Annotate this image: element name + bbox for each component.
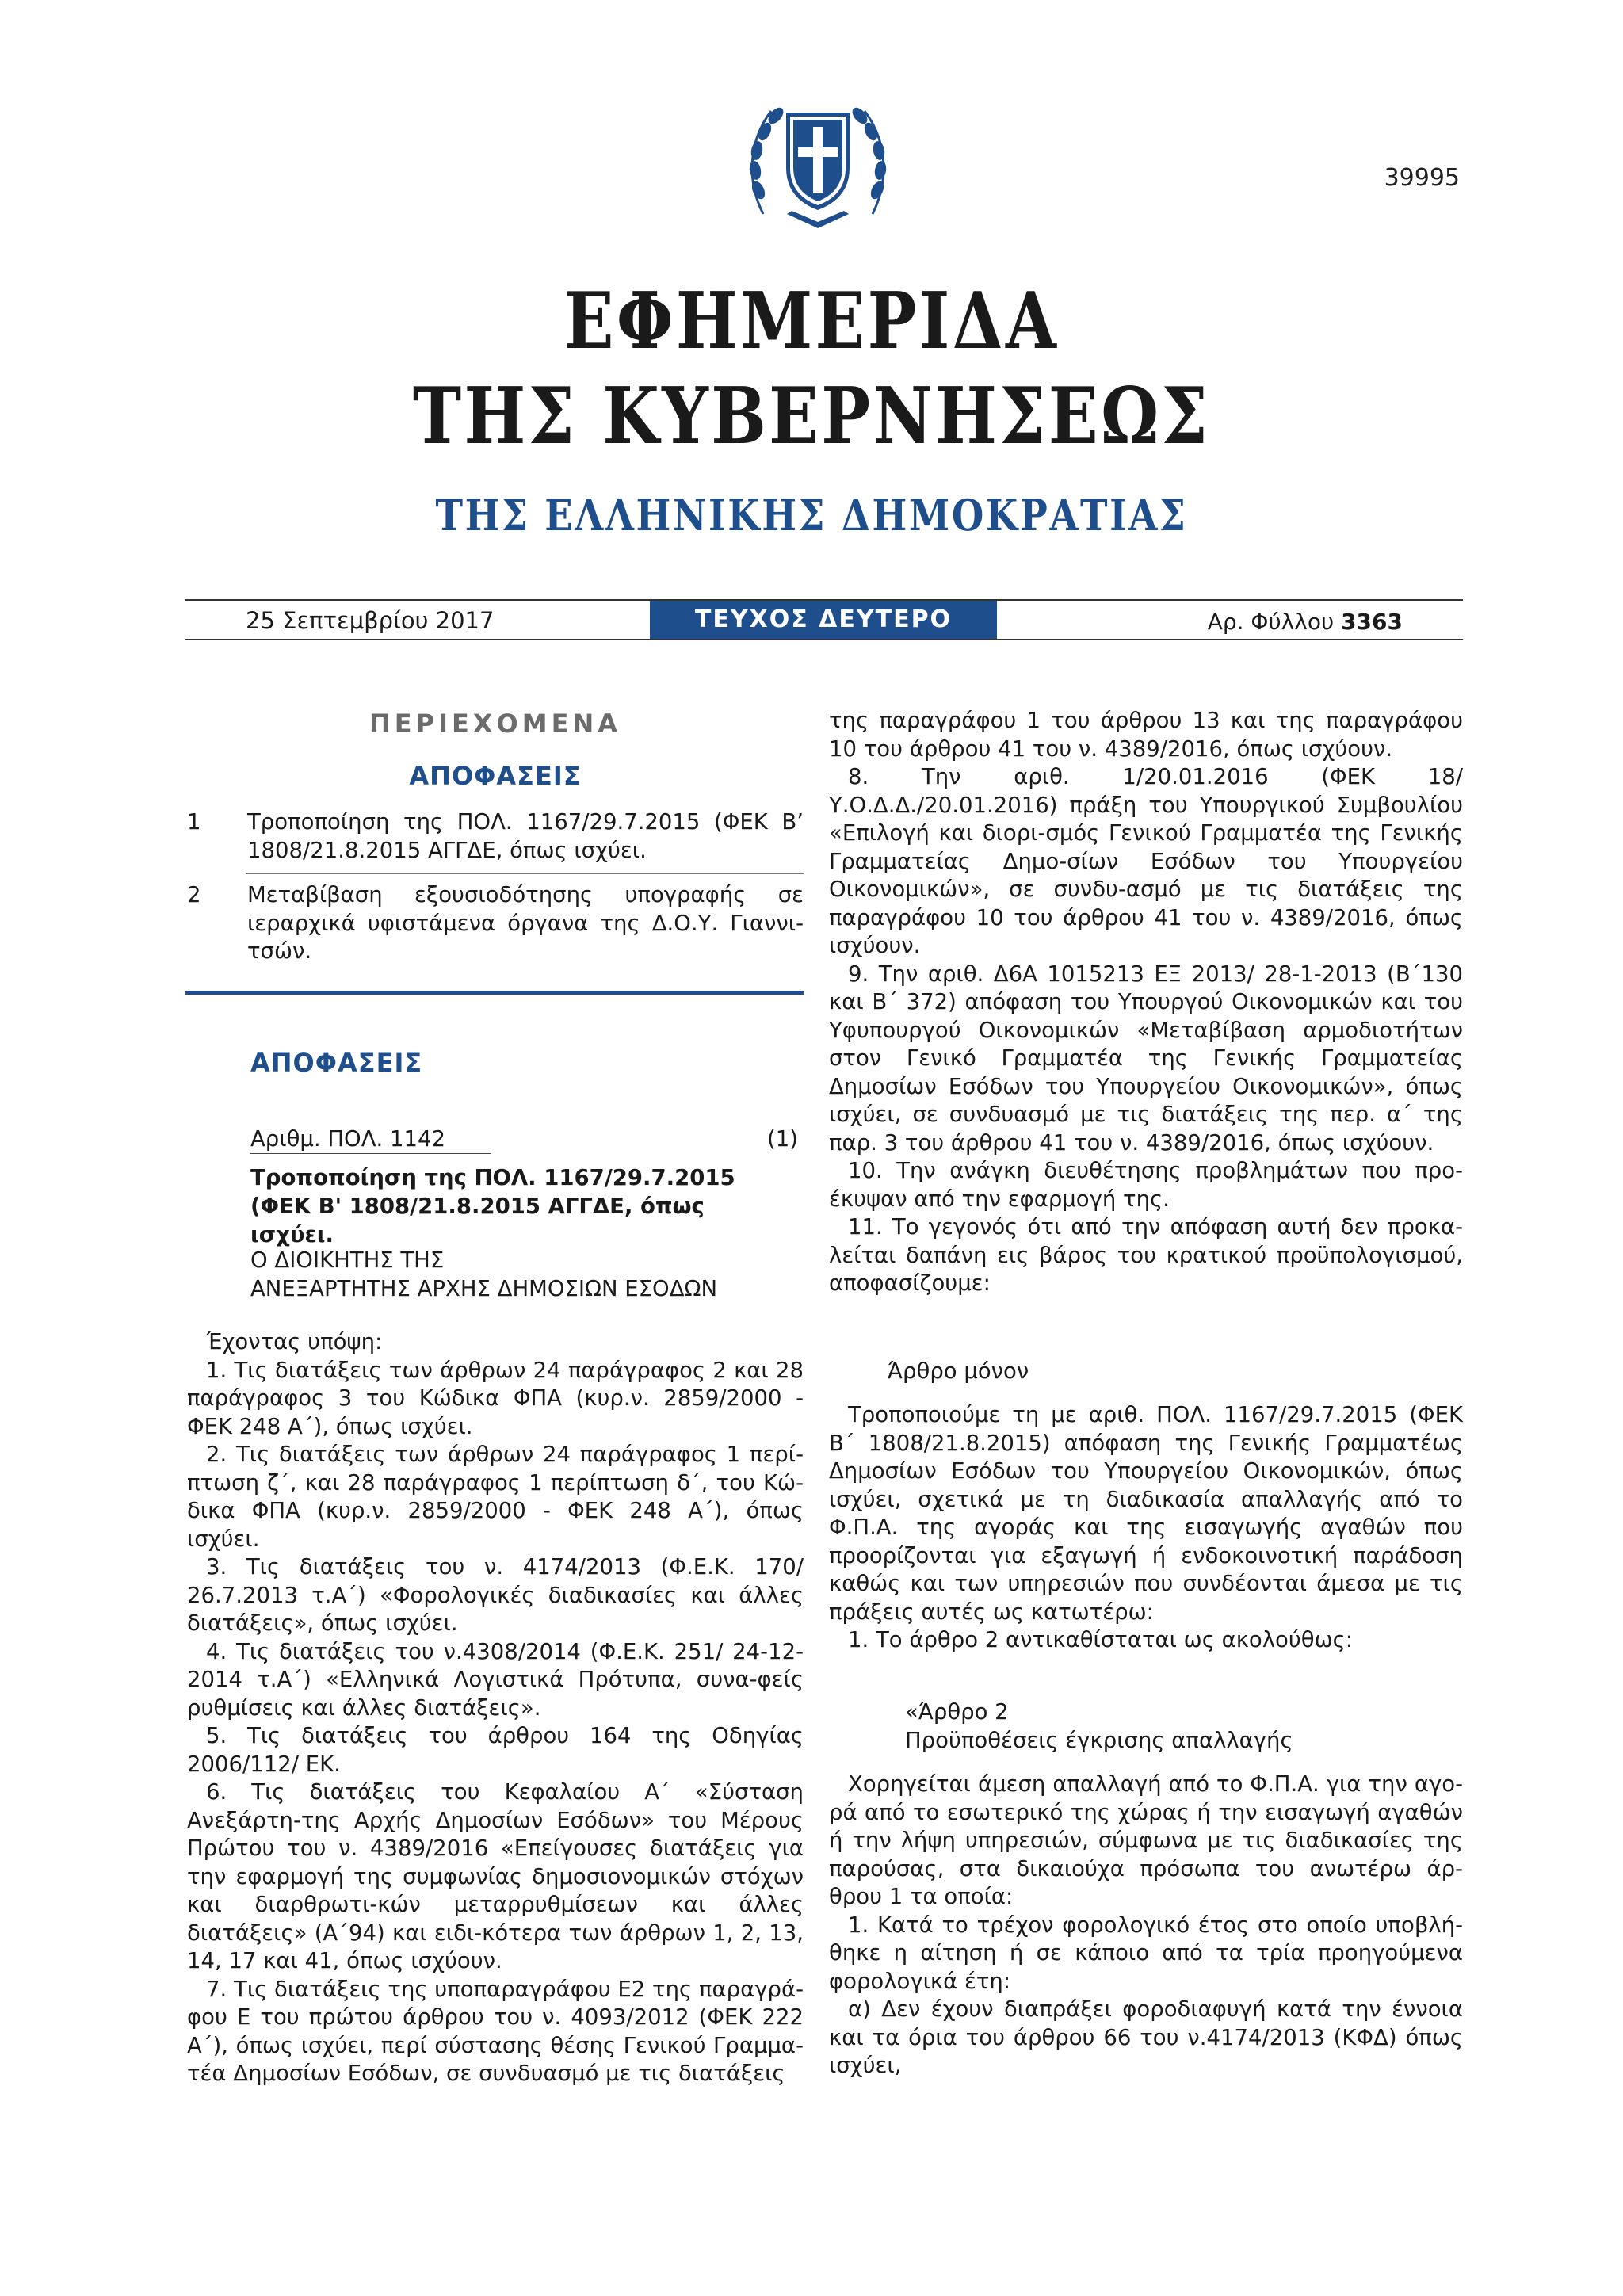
body-paragraph: 8. Την αριθ. 1/20.01.2016 (ΦΕΚ 18/ Υ.Ο.Δ.Δ./20.01.2016) πράξη του Υπουργικού Συμβουλίου «Επιλογή και διορι-σμός Γενικού Γραμματέα της Γενικής Γραμματείας Δημο-σίων Εσόδων του Υπουργείου Οικονομικών», σε συνδυ-ασμό με τις διατάξεις της παραγράφου 10 του άρθρου 41 του ν. 4389/2016, όπως ισχύουν.	[829, 764, 1463, 958]
body-paragraph: 11. Το γεγονός ότι από την απόφαση αυτή δεν προκα-λείται δαπάνη εις βάρος του κρατικού προϋπολογισμού, αποφασίζουμε:	[829, 1214, 1463, 1296]
body-paragraph: 6. Τις διατάξεις του Κεφαλαίου Α΄ «Σύσταση Ανεξάρτη-της Αρχής Δημοσίων Εσόδων» του Μέρους Πρώτου του ν. 4389/2016 «Επείγουσες διατάξεις για την εφαρμογή της συμφωνίας δημοσιονομικών στόχων και διαρθρωτι-κών μεταρρυθμίσεων και άλλες διατάξεις» (Α΄94) και ειδι-κότερα των άρθρων 1, 2, 13, 14, 17 και 41, όπως ισχύουν.	[187, 1779, 804, 1973]
contents-item-text: Τροποποίηση της ΠΟΛ. 1167/29.7.2015 (ΦΕΚ Β’ 1808/21.8.2015 ΑΓΓΔΕ, όπως ισχύει.	[247, 809, 804, 863]
authority-line1: Ο ΔΙΟΙΚΗΤΗΣ ΤΗΣ	[250, 1247, 445, 1273]
contents-end-rule	[185, 991, 804, 995]
article2-body	[829, 1771, 1463, 2080]
page-number: 39995	[1384, 164, 1460, 192]
right-column-body	[829, 707, 1463, 1298]
decision-title: Τροποποίηση της ΠΟΛ. 1167/29.7.2015 (ΦΕΚ Β' 1808/21.8.2015 ΑΓΓΔΕ, όπως ισχύει.	[250, 1165, 735, 1247]
body-paragraph: 3. Τις διατάξεις του ν. 4174/2013 (Φ.Ε.Κ. 170/ 26.7.2013 τ.Α΄) «Φορολογικές διαδικασίες και άλλες διατάξεις», όπως ισχύει.	[187, 1554, 804, 1636]
contents-item-number: 2	[187, 882, 201, 907]
greek-coat-of-arms-icon	[747, 95, 888, 230]
sheet-number-value: 3363	[1341, 609, 1403, 635]
contents-item-number: 1	[187, 809, 201, 835]
article2-paragraph: 1. Κατά το τρέχον φορολογικό έτος στο οποίο υποβλή-θηκε η αίτηση ή σε κάποιο από τα τρία προηγούμενα φορολογικά έτη:	[829, 1912, 1463, 1994]
gazette-title-line1: ΕΦΗΜΕΡΙΔΑ	[563, 276, 1060, 367]
contents-divider	[246, 873, 804, 874]
sheet-number	[1208, 609, 1403, 635]
body-paragraph: 4. Τις διατάξεις του ν.4308/2014 (Φ.Ε.Κ. 251/ 24-12-2014 τ.Α΄) «Ελληνικά Λογιστικά Πρότυπα, συνα-φείς ρυθμίσεις και άλλες διατάξεις».	[187, 1638, 804, 1721]
contents-item-text: Μεταβίβαση εξουσιοδότησης υπογραφής σε ιεραρχικά υφιστάμενα όργανα της Δ.Ο.Υ. Γιαννι-τσών.	[247, 882, 804, 964]
body-paragraph: 5. Τις διατάξεις του άρθρου 164 της Οδηγίας 2006/112/ ΕΚ.	[187, 1723, 804, 1777]
contents-section-heading: ΑΠΟΦΑΣΕΙΣ	[409, 761, 582, 791]
contents-item	[187, 808, 804, 865]
sheet-number-label: Αρ. Φύλλου	[1207, 609, 1335, 635]
contents-heading: ΠΕΡΙΕΧΟΜΕΝΑ	[369, 709, 621, 739]
issue-bar-bottom-rule	[185, 639, 1463, 640]
issue-date: 25 Σεπτεμβρίου 2017	[246, 607, 495, 634]
article2-heading-block	[905, 1698, 1293, 1755]
body-paragraph: 10. Την ανάγκη διευθέτησης προβλημάτων που προ-έκυψαν από την εφαρμογή της.	[829, 1158, 1463, 1212]
article2-title: «Άρθρο 2	[905, 1699, 1009, 1725]
article2-paragraph: α) Δεν έχουν διαπράξει φοροδιαφυγή κατά την έννοια και τα όρια του άρθρου 66 του ν.4174/2013 (ΚΦΔ) όπως ισχύει,	[829, 1996, 1463, 2078]
contents-item	[187, 881, 804, 968]
article2-paragraph: Χορηγείται άμεση απαλλαγή από το Φ.Π.Α. για την αγο-ρά από το εσωτερικό της χώρας ή την εισαγωγή αγαθών ή την λήψη υπηρεσιών, σύμφωνα με τις διαδικασίες της παρούσας, στα δικαιούχα πρόσωπα του ανωτέρω άρ-θρου 1 τα οποία:	[829, 1771, 1463, 1909]
article-paragraph: Τροποποιούμε τη με αριθ. ΠΟΛ. 1167/29.7.2015 (ΦΕΚ Β΄ 1808/21.8.2015) απόφαση της Γενικής Γραμματέως Δημοσίων Εσόδων του Υπουργείου Οικονομικών, όπως ισχύει, σχετικά με τη διαδικασία απαλλαγής από το Φ.Π.Α. της αγοράς και της εισαγωγής αγαθών που προορίζονται για εξαγωγή ή ενδοκοινοτική παράδοση καθώς και των υπηρεσιών που συνδέονται άμεσα με τις πράξεις αυτές ως κατωτέρω:	[829, 1402, 1463, 1625]
article-body	[829, 1401, 1463, 1655]
body-paragraph: 7. Τις διατάξεις της υποπαραγράφου Ε2 της παραγρά-φου Ε του πρώτου άρθρου του ν. 4093/2012 (ΦΕΚ 222 Α΄), όπως ισχύει, περί σύστασης θέσης Γενικού Γραμμα-τέα Δημοσίων Εσόδων, σε συνδυασμό με τις διατάξεις	[187, 1976, 804, 2086]
issue-series-band: ΤΕΥΧΟΣ ΔΕΥΤΕΡΟ	[650, 601, 997, 639]
decisions-heading: ΑΠΟΦΑΣΕΙΣ	[250, 1048, 423, 1078]
article-heading: Άρθρο μόνον	[888, 1358, 1029, 1384]
left-column-body	[187, 1328, 804, 2088]
decision-number: Αριθμ. ΠΟΛ. 1142	[250, 1126, 445, 1152]
considering-intro: Έχοντας υπόψη:	[206, 1329, 383, 1354]
body-paragraph: 2. Τις διατάξεις των άρθρων 24 παράγραφος 1 περί-πτωση ζ΄, και 28 παράγραφος 1 περίπτωση δ΄, του Κώ-δικα ΦΠΑ (κυρ.ν. 2859/2000 - ΦΕΚ 248 Α΄), όπως ισχύει.	[187, 1442, 804, 1552]
body-paragraph: 1. Τις διατάξεις των άρθρων 24 παράγραφος 2 και 28 παράγραφος 3 του Κώδικα ΦΠΑ (κυρ.ν. 2859/2000 - ΦΕΚ 248 Α΄), όπως ισχύει.	[187, 1357, 804, 1439]
gazette-title-line2: ΤΗΣ ΚΥΒΕΡΝΗΣΕΩΣ	[412, 371, 1211, 462]
issuing-authority	[250, 1246, 805, 1303]
decision-sequence: (1)	[767, 1126, 798, 1152]
body-paragraph: 9. Την αριθ. Δ6Α 1015213 ΕΞ 2013/ 28-1-2013 (Β΄130 και Β΄ 372) απόφαση του Υπουργού Οικονομικών και του Υφυπουργού Οικονομικών «Μεταβίβαση αρμοδιοτήτων στον Γενικό Γραμματέα της Γενικής Γραμματείας Δημοσίων Εσόδων του Υπουργείου Οικονομικών», όπως ισχύει, σε συνδυασμό με τις διατάξεις της περ. α΄ της παρ. 3 του άρθρου 41 του ν. 4389/2016, όπως ισχύουν.	[829, 961, 1463, 1156]
decision-number-rule	[250, 1153, 491, 1154]
article-paragraph: 1. Το άρθρο 2 αντικαθίσταται ως ακολούθως:	[848, 1627, 1354, 1652]
article2-subtitle: Προϋποθέσεις έγκρισης απαλλαγής	[905, 1728, 1293, 1753]
authority-line2: ΑΝΕΞΑΡΤΗΤΗΣ ΑΡΧΗΣ ΔΗΜΟΣΙΩΝ ΕΣΟΔΩΝ	[250, 1276, 718, 1301]
body-paragraph: της παραγράφου 1 του άρθρου 13 και της παραγράφου 10 του άρθρου 41 του ν. 4389/2016, όπως ισχύουν.	[829, 708, 1463, 762]
gazette-subtitle: ΤΗΣ ΕΛΛΗΝΙΚΗΣ ΔΗΜΟΚΡΑΤΙΑΣ	[435, 490, 1188, 541]
